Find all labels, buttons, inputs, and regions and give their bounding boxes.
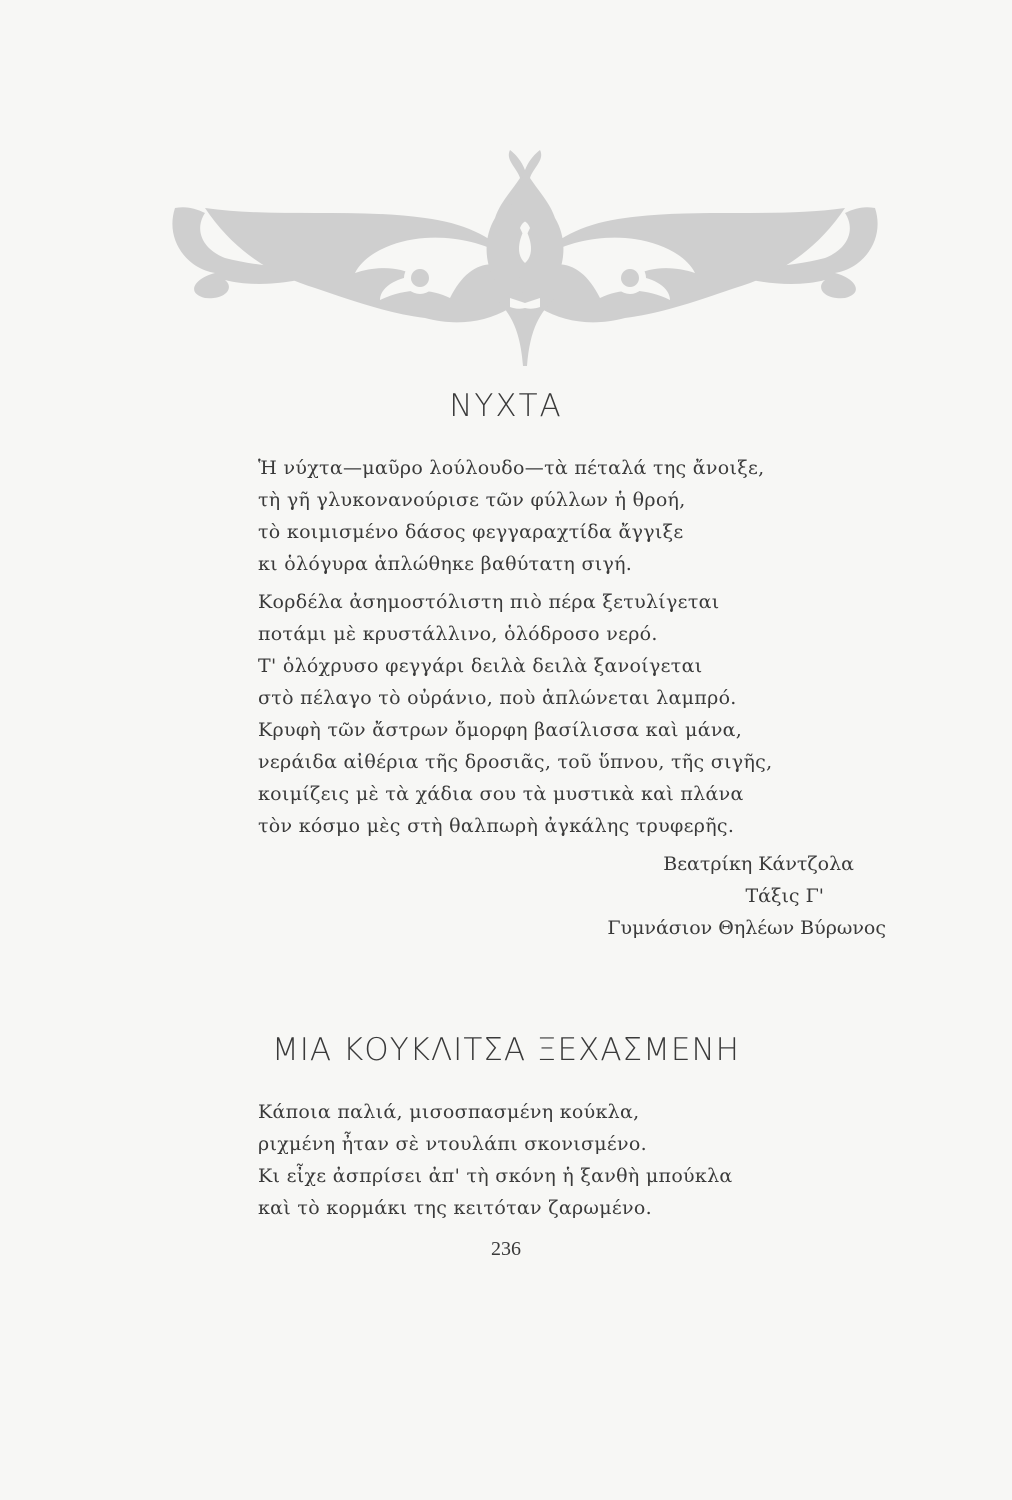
stanza	[258, 586, 898, 714]
verse-line: καὶ τὸ κορμάκι της κειτόταν ζαρωμένο.	[258, 1197, 652, 1219]
author-signature	[607, 848, 886, 944]
verse-line: ποτάμι μὲ κρυστάλλινο, ὁλόδροσο νερό.	[258, 623, 658, 645]
verse-line: Κορδέλα ἀσημοστόλιστη πιὸ πέρα ξετυλίγεται	[258, 591, 720, 613]
verse-line: Κάποια παλιά, μισοσπασμένη κούκλα,	[258, 1101, 640, 1123]
verse-line: τὸ κοιμισμένο δάσος φεγγαραχτίδα ἄγγιξε	[258, 521, 684, 543]
stanza	[258, 1096, 898, 1224]
verse-line: τὸν κόσμο μὲς στὴ θαλπωρὴ ἀγκάλης τρυφερῆς.	[258, 815, 735, 837]
stanza	[258, 452, 898, 580]
verse-line: Κρυφὴ τῶν ἄστρων ὄμορφη βασίλισσα καὶ μάνα,	[258, 719, 743, 741]
verse-line: ριχμένη ἦταν σὲ ντουλάπι σκονισμένο.	[258, 1133, 647, 1155]
poem-title: ΜΙΑ ΚΟΥΚΛΙΤΣΑ ΞΕΧΑΣΜΕΝΗ	[272, 1032, 740, 1068]
verse-line: τὴ γῆ γλυκονανούρισε τῶν φύλλων ἡ θροή,	[258, 489, 686, 511]
double-headed-bird-ornament-icon	[165, 148, 885, 368]
verse-line: κι ὁλόγυρα ἁπλώθηκε βαθύτατη σιγή.	[258, 553, 633, 575]
poem-title: ΝΥΧΤΑ	[449, 388, 563, 424]
verse-line: Τ' ὁλόχρυσο φεγγάρι δειλὰ δειλὰ ξανοίγεται	[258, 655, 703, 677]
verse-line: Ἡ νύχτα—μαῦρο λούλουδο—τὰ πέταλά της ἄνοιξε,	[258, 457, 765, 479]
verse-line: στὸ πέλαγο τὸ οὐράνιο, ποὺ ἁπλώνεται λαμπρό.	[258, 687, 737, 709]
author-class: Τάξις Γ'	[745, 885, 824, 907]
verse-line: κοιμίζεις μὲ τὰ χάδια σου τὰ μυστικὰ καὶ πλάνα	[258, 783, 744, 805]
author-school: Γυμνάσιον Θηλέων Βύρωνος	[607, 917, 886, 939]
author-name: Βεατρίκη Κάντζολα	[663, 853, 854, 875]
verse-line: Κι εἶχε ἀσπρίσει ἀπ' τὴ σκόνη ἡ ξανθὴ μπούκλα	[258, 1165, 733, 1187]
page-number: 236	[491, 1238, 521, 1260]
stanza	[258, 714, 898, 842]
verse-line: νεράιδα αἰθέρια τῆς δροσιᾶς, τοῦ ὕπνου, τῆς σιγῆς,	[258, 751, 773, 773]
